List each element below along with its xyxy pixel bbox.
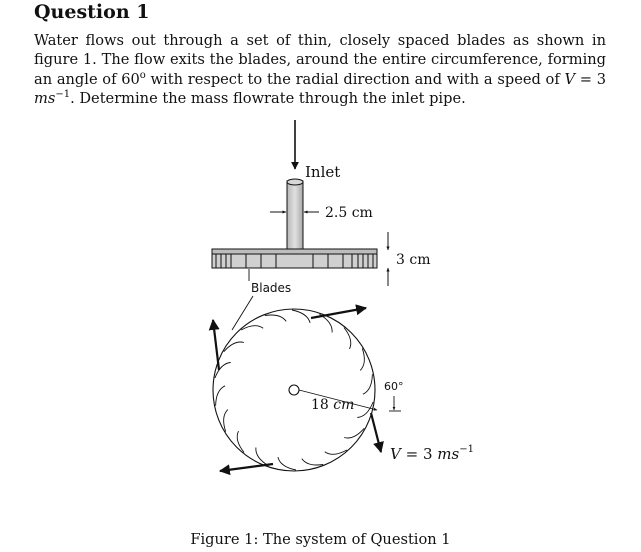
speed-label-eq: = 3 [400, 445, 438, 463]
blade-curve [224, 342, 244, 352]
impeller-circle [213, 309, 375, 471]
blades-leader-lower [232, 296, 253, 330]
radius-unit: cm [333, 397, 355, 413]
velocity-arrow-bottom [220, 464, 273, 471]
angle-label: 60° [384, 380, 404, 393]
blades-label: Blades [251, 281, 292, 295]
pipe-diameter-label: 2.5 cm [325, 205, 373, 221]
speed-label-unit: ms [437, 445, 460, 463]
blade-curve [265, 315, 286, 321]
center-point [289, 385, 299, 395]
blade-curve [292, 310, 310, 323]
blade-curve [302, 459, 323, 465]
blade-curve [363, 374, 373, 394]
blade-curve [278, 457, 296, 470]
inlet-pipe [287, 181, 303, 250]
radius-label [311, 397, 354, 413]
pipe-opening [287, 179, 303, 185]
blade-curve [216, 386, 226, 406]
blade-curve [360, 348, 364, 370]
blade-curve [224, 410, 228, 432]
blade-curve [344, 428, 364, 438]
blade-top-plate [212, 249, 377, 254]
blade-curve [256, 448, 269, 466]
speed-unit: ms [34, 90, 56, 108]
degree-mark: o [139, 69, 146, 81]
speed-label-exp: −1 [459, 444, 474, 455]
speed-symbol: V [564, 70, 576, 88]
velocity-arrow-right [371, 413, 381, 452]
problem-text-3: . Determine the mass flowrate through the inlet pipe. [70, 90, 466, 108]
blade-height-label: 3 cm [396, 252, 431, 268]
figure-caption: Figure 1: The system of Question 1 [190, 531, 451, 548]
blade-curves [215, 310, 373, 470]
top-view [213, 308, 474, 471]
speed-label-var: V [390, 445, 401, 463]
speed-equals: = 3 [575, 70, 606, 88]
problem-text-1: Water flows out through a set of thin, closely spaced blades as shown in figure 1. The flow exits the blades, around the entire circumference, forming an angle of 60 [34, 32, 606, 88]
speed-exponent: −1 [55, 89, 71, 101]
inlet-label: Inlet [305, 163, 341, 181]
problem-text-2: with respect to the radial direction and with a speed of [145, 70, 565, 88]
radius-value: 18 [311, 397, 329, 413]
side-view [212, 120, 430, 330]
velocity-arrow-left [213, 320, 219, 370]
question-title: Question 1 [34, 1, 150, 23]
speed-label [390, 444, 474, 463]
